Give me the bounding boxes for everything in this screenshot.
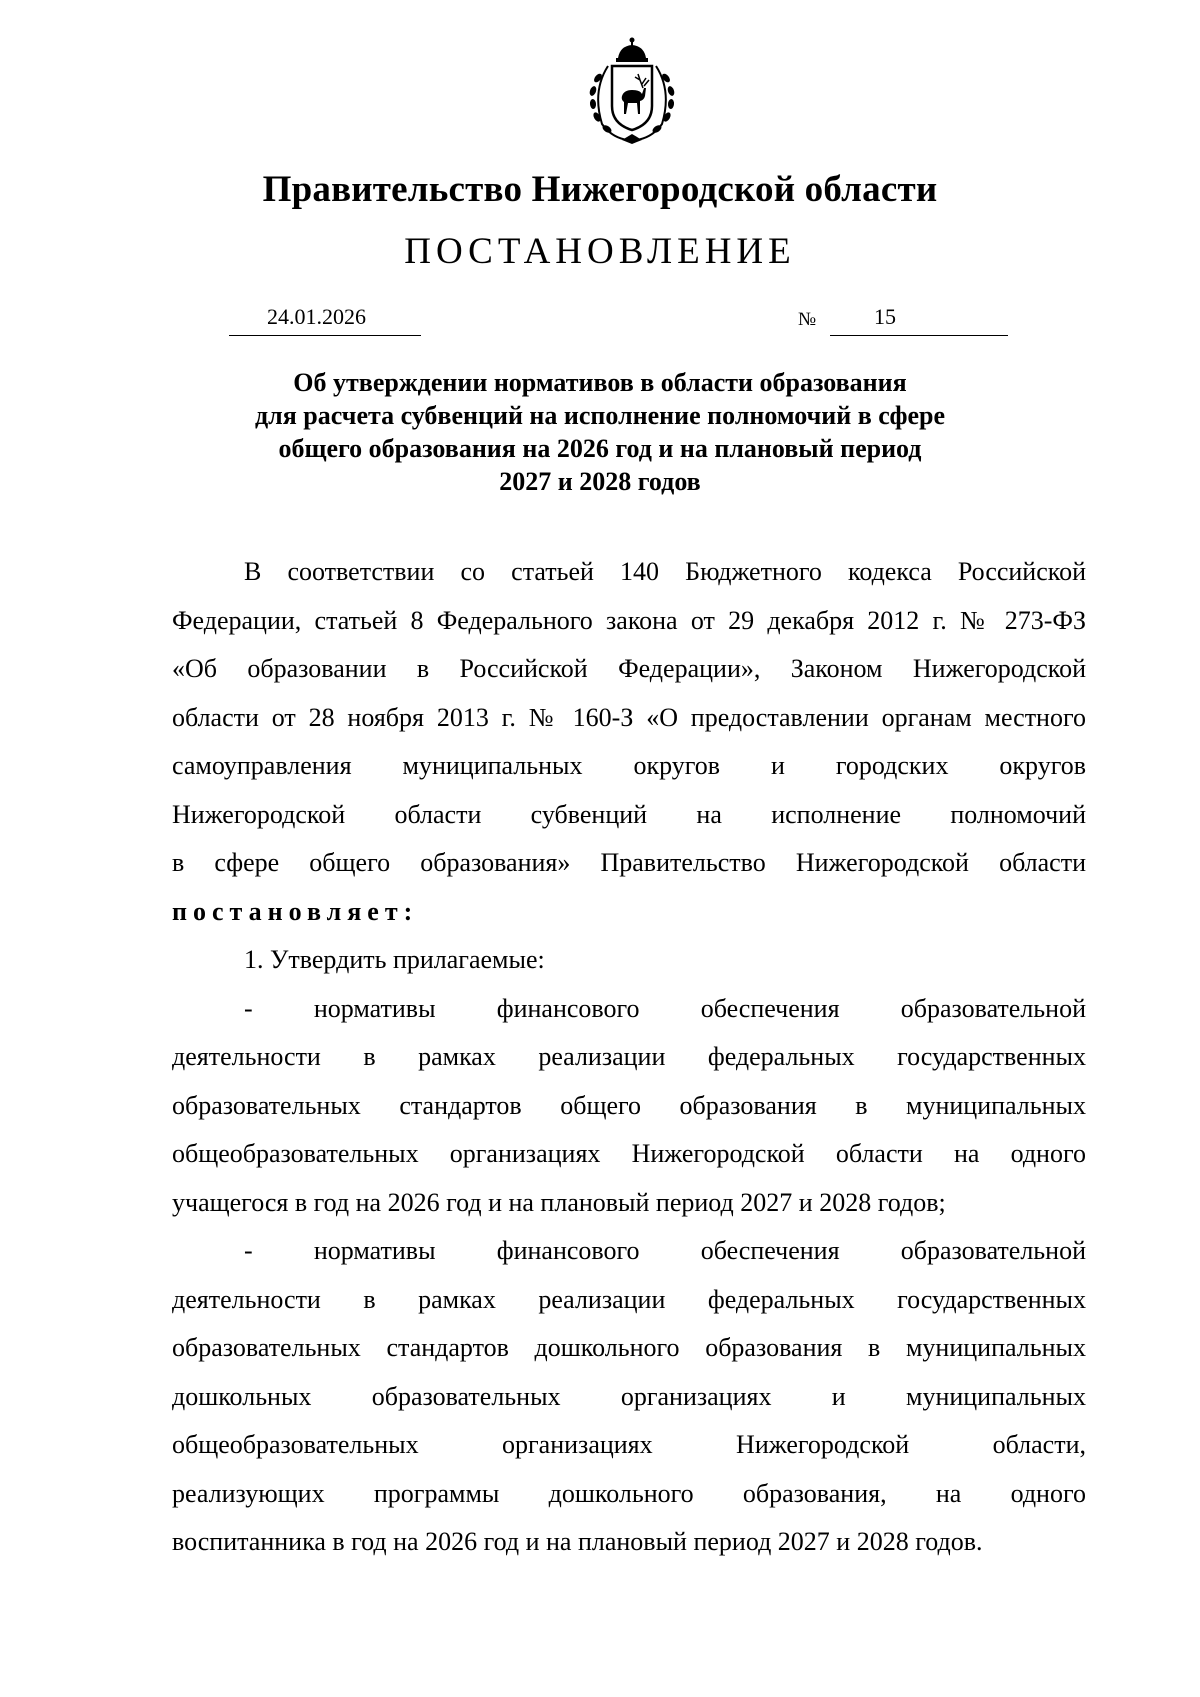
body-line: в сфере общего образования» Правительство Нижегородской области	[172, 848, 1086, 877]
body-line: Нижегородской области субвенций на исполнение полномочий	[172, 799, 1086, 829]
body-line: деятельности в рамках реализации федеральных государственных	[172, 1284, 1086, 1314]
body-line: дошкольных образовательных организациях и муниципальных	[172, 1381, 1086, 1411]
body-line: образовательных стандартов общего образования в муниципальных	[172, 1090, 1086, 1120]
body-line: общеобразовательных организациях Нижегородской области на одного	[172, 1139, 1086, 1168]
body-line: деятельности в рамках реализации федеральных государственных	[172, 1042, 1086, 1071]
body-line: учащегося в год на 2026 год и на плановый период 2027 и 2028 годов;	[172, 1187, 946, 1217]
list-item-line: - нормативы финансового обеспечения образовательной	[244, 993, 1086, 1023]
document-subject	[240, 366, 960, 498]
body-line: реализующих программы дошкольного образования, на одного	[172, 1478, 1086, 1508]
subject-line: 2027 и 2028 годов	[499, 467, 701, 496]
body-line: самоуправления муниципальных округов и городских округов	[172, 751, 1086, 780]
document-date: 24.01.2026	[267, 304, 366, 329]
body-line: общеобразовательных организациях Нижегородской области,	[172, 1430, 1086, 1459]
nizhny-novgorod-coat-of-arms-icon	[578, 36, 686, 146]
body-line: образовательных стандартов дошкольного образования в муниципальных	[172, 1333, 1086, 1362]
document-number: 15	[874, 304, 896, 329]
body-line: Федерации, статьей 8 Федерального закона от 29 декабря 2012 г. № 273-ФЗ	[172, 605, 1086, 635]
body-line: «Об образовании в Российской Федерации», Законом Нижегородской	[172, 654, 1086, 683]
resolution-keyword: постановляет:	[172, 896, 419, 926]
body-line: воспитанника в год на 2026 год и на плановый период 2027 и 2028 годов.	[172, 1527, 983, 1556]
body-line: области от 28 ноября 2013 г. № 160-З «О предоставлении органам местного	[172, 702, 1086, 732]
number-field	[830, 301, 1008, 336]
number-sign: №	[798, 309, 817, 330]
subject-line: для расчета субвенций на исполнение полномочий в сфере	[255, 401, 945, 430]
subject-line: общего образования на 2026 год и на плановый период	[278, 434, 922, 463]
document-type: ПОСТАНОВЛЕНИЕ	[404, 231, 796, 272]
date-field	[229, 301, 421, 336]
organization-title: Правительство Нижегородской области	[262, 169, 938, 210]
document-body	[172, 548, 1086, 1567]
subject-line: Об утверждении нормативов в области образования	[293, 368, 907, 397]
body-line: 1. Утвердить прилагаемые:	[244, 945, 545, 974]
body-line: В соответствии со статьей 140 Бюджетного кодекса Российской	[244, 557, 1086, 586]
list-item-line: - нормативы финансового обеспечения образовательной	[244, 1236, 1086, 1265]
